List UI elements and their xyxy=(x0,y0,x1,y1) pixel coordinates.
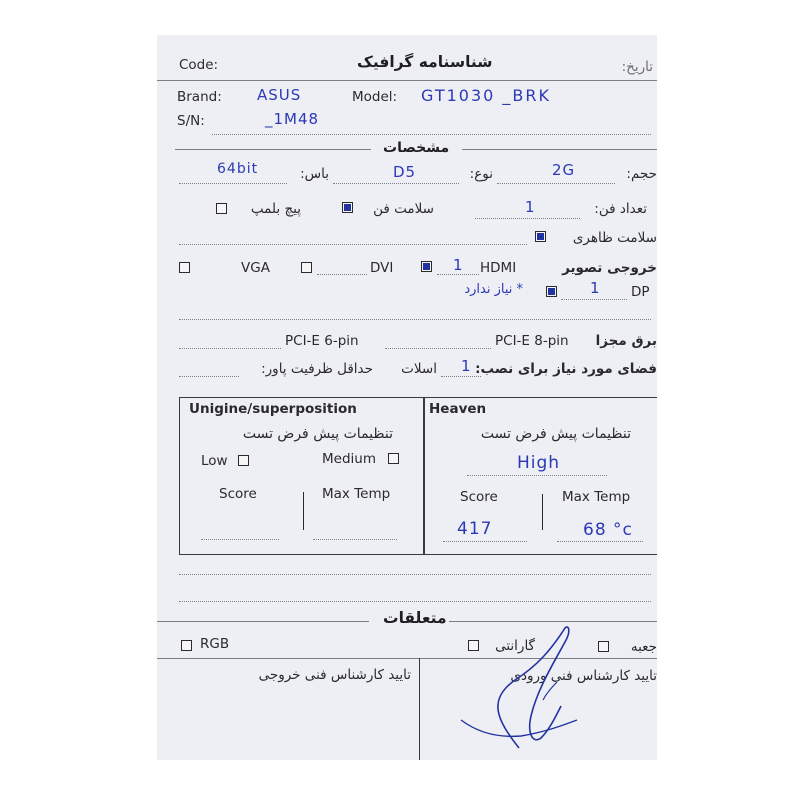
outputs-line xyxy=(179,319,651,320)
type-value: D5 xyxy=(393,163,417,181)
appearance-label: سلامت ظاهری xyxy=(572,230,657,246)
pcie8-label: PCI-E 8-pin xyxy=(495,333,569,349)
outputs-note: * نیاز ندارد xyxy=(464,282,523,297)
vga-line xyxy=(317,274,367,275)
medium-checkbox[interactable] xyxy=(388,453,399,464)
header-divider xyxy=(157,80,657,81)
dp-count: 1 xyxy=(590,279,601,297)
model-label: Model: xyxy=(352,89,398,105)
dp-label: DP xyxy=(631,284,650,300)
heaven-maxtemp-label: Max Temp xyxy=(562,489,631,505)
brand-value: ASUS xyxy=(257,86,302,104)
pump-screw-label: پیچ بلمپ xyxy=(250,201,301,217)
space-value: 1 xyxy=(461,357,472,375)
heaven-title: Heaven xyxy=(429,401,487,417)
heaven-preset-line xyxy=(467,475,607,476)
type-line xyxy=(333,183,459,184)
fan-count-line xyxy=(475,218,580,219)
min-psu-line xyxy=(179,376,239,377)
bus-value: 64bit xyxy=(217,161,259,177)
specs-rule-left xyxy=(175,149,371,150)
box-label: جعبه xyxy=(630,639,657,655)
extra-output-checkbox[interactable] xyxy=(179,262,190,273)
warranty-label: گارانتی xyxy=(495,638,535,654)
medium-label: Medium xyxy=(322,451,376,467)
entry-tech-label: تایید کارشناس فنی ورودی xyxy=(510,668,657,684)
fan-count-value: 1 xyxy=(525,198,536,216)
pcie6-label: PCI-E 6-pin xyxy=(285,333,359,349)
approvals-divider xyxy=(419,658,420,760)
specs-rule-right xyxy=(462,149,657,150)
unigine-subtitle: تنظیمات پیش فرض تست xyxy=(242,426,393,442)
model-value: GT1030 _BRK xyxy=(421,86,551,105)
heaven-maxtemp-line xyxy=(557,541,643,542)
pcie6-line xyxy=(179,348,281,349)
capacity-line xyxy=(497,183,615,184)
capacity-value: 2G xyxy=(552,161,576,179)
appearance-checkbox[interactable] xyxy=(535,231,546,242)
rgb-label: RGB xyxy=(200,636,230,652)
unigine-maxtemp-label: Max Temp xyxy=(322,486,391,502)
bus-line xyxy=(179,183,287,184)
low-label: Low xyxy=(201,453,228,469)
heaven-preset-value: High xyxy=(517,453,561,473)
fan-health-checkbox[interactable] xyxy=(342,202,353,213)
exit-tech-label: تایید کارشناس فنی خروجی xyxy=(258,667,411,683)
hdmi-label: HDMI xyxy=(480,260,517,276)
appearance-line xyxy=(179,244,527,245)
spec-sheet xyxy=(157,35,657,760)
hdmi-count: 1 xyxy=(453,256,464,274)
dp-line xyxy=(561,299,627,300)
unigine-score-line xyxy=(201,539,279,540)
type-label: نوع: xyxy=(469,166,493,182)
heaven-score-value: 417 xyxy=(457,519,493,539)
pcie8-line xyxy=(385,348,491,349)
slot-label: اسلات xyxy=(401,361,437,377)
heaven-score-label: Score xyxy=(460,489,498,505)
low-checkbox[interactable] xyxy=(238,455,249,466)
brand-label: Brand: xyxy=(177,89,222,105)
space-label: فضای مورد نیاز برای نصب: xyxy=(475,361,657,377)
sn-label: S/N: xyxy=(177,113,205,129)
accessories-title: متعلقات xyxy=(383,609,447,627)
box-checkbox[interactable] xyxy=(598,641,609,652)
min-psu-label: حداقل ظرفیت پاور: xyxy=(261,361,373,377)
fan-health-label: سلامت فن xyxy=(373,201,434,217)
sheet-title: شناسنامه گرافیک xyxy=(357,53,493,71)
outputs-label: خروجی تصویر xyxy=(562,260,657,276)
vga-label: VGA xyxy=(241,260,270,276)
sn-value: _1M48 xyxy=(265,110,320,128)
heaven-score-line xyxy=(443,541,527,542)
code-label: Code: xyxy=(179,57,219,73)
rgb-checkbox[interactable] xyxy=(181,640,192,651)
hdmi-line xyxy=(437,274,479,275)
bus-label: باس: xyxy=(300,166,329,182)
heaven-divider xyxy=(542,494,543,530)
dvi-checkbox[interactable] xyxy=(421,261,432,272)
specs-title: مشخصات xyxy=(383,140,450,156)
fan-count-label: تعداد فن: xyxy=(594,201,647,217)
power-label: برق مجزا xyxy=(595,333,657,349)
unigine-maxtemp-line xyxy=(313,539,397,540)
accessories-rule-left xyxy=(157,621,369,622)
unigine-test-box xyxy=(179,397,425,555)
dvi-label: DVI xyxy=(370,260,394,276)
after-tests-line-1 xyxy=(179,574,651,575)
unigine-score-label: Score xyxy=(219,486,257,502)
after-tests-line-2 xyxy=(179,601,651,602)
heaven-maxtemp-value: 68 °c xyxy=(583,520,633,540)
heaven-subtitle: تنظیمات پیش فرض تست xyxy=(480,426,631,442)
unigine-title: Unigine/superposition xyxy=(189,401,357,417)
dp-checkbox[interactable] xyxy=(546,286,557,297)
sn-line xyxy=(212,134,651,135)
technician-signature xyxy=(457,620,587,755)
capacity-label: حجم: xyxy=(626,166,657,182)
pump-screw-checkbox[interactable] xyxy=(216,203,227,214)
vga-checkbox[interactable] xyxy=(301,262,312,273)
unigine-divider xyxy=(303,492,304,530)
date-label: تاریخ: xyxy=(621,59,653,75)
